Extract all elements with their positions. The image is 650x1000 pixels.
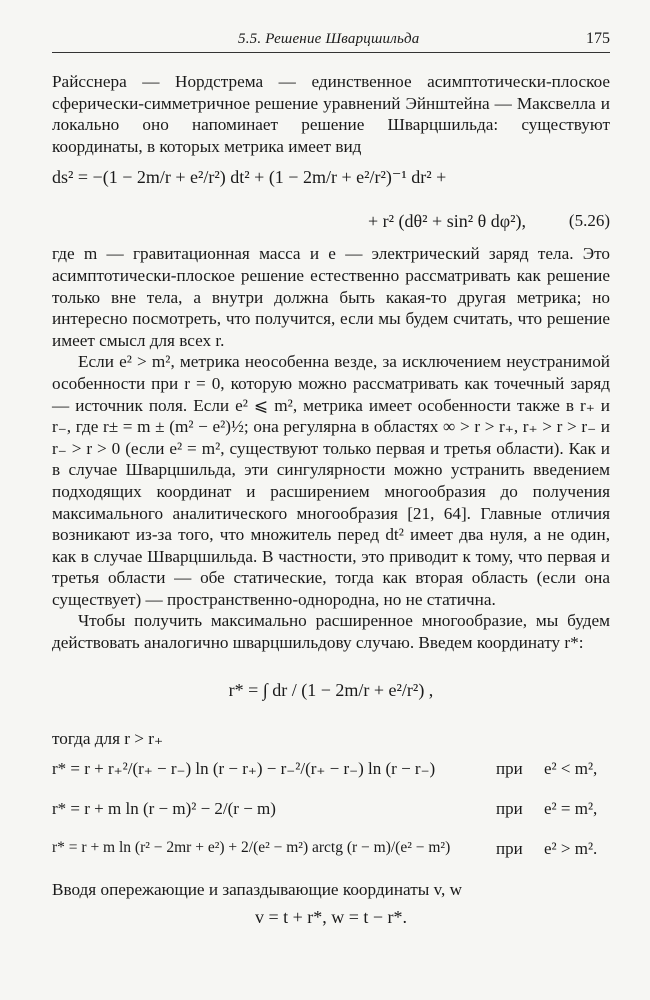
rstar-case-3-when: при bbox=[496, 839, 523, 859]
section-title: 5.5. Решение Шварцшильда bbox=[238, 31, 420, 47]
rstar-case-3-formula: r* = r + m ln (r² − 2mr + e²) + 2/(e² − m²) arctg (r − m)/(e² − m²) bbox=[52, 839, 451, 857]
rstar-case-1-formula: r* = r + r₊²/(r₊ − r₋) ln (r − r₊) − r₋²/(r₊ − r₋) ln (r − r₋) bbox=[52, 759, 436, 779]
rstar-case-1-condition: e² < m², bbox=[544, 759, 598, 779]
rstar-case-2 bbox=[52, 789, 610, 829]
page-number: 175 bbox=[586, 30, 610, 47]
paragraph-1: Райсснера — Нордстрема — единственное асимптотически-плоское сферически-симметричное решение уравнений Эйнштейна — Максвелла и локально оно напоминает решение Шварцшильда: существуют координаты, в которых метрика имеет вид bbox=[52, 72, 610, 156]
paragraph-5: тогда для r > r₊ bbox=[52, 728, 164, 748]
rstar-definition-equation: r* = ∫ dr / (1 − 2m/r + e²/r²) , bbox=[228, 679, 434, 700]
equation-5-26 bbox=[52, 163, 610, 239]
paragraph-2: где m — гравитационная масса и e — электрический заряд тела. Это асимптотически-плоское решение естественно рассматривать как решение только вне тела, а внутри должна быть какая-то другая метрика; но интересно посмотреть, что получится, если мы будем считать, что решение имеет смысл для всех r. bbox=[52, 244, 610, 350]
running-header bbox=[52, 0, 610, 53]
rstar-case-3-condition: e² > m². bbox=[544, 839, 598, 859]
rstar-case-1-when: при bbox=[496, 759, 523, 779]
equation-number: (5.26) bbox=[568, 211, 610, 231]
paragraph-3: Если e² > m², метрика неособенна везде, за исключением неустранимой особенности при r = 0, которую можно рассматривать как точечный заряд — источник поля. Если e² ⩽ m², метрика имеет особенности также в r₊ и r₋, где r± = m ± (m² − e²)½; она регулярна в областях ∞ > r > r₊, r₊ > r > r₋ и r₋ > r > 0 (если e² = m², существуют только первая и третья области). Как и в случае Шварцшильда, эти сингулярности можно устранить введением подходящих координат и расширением многообразия до получения максимального аналитического многообразия [21, 64]. Главные отличия возникают из-за того, что множитель перед dt² имеет два нуля, а не один, как в случае Шварцшильда. В частности, это приводит к тому, что первая и третья области — обе статические, тогда как вторая область (если она существует) — пространственно-однородна, но не статична. bbox=[52, 352, 610, 609]
rstar-case-2-formula: r* = r + m ln (r − m)² − 2/(r − m) bbox=[52, 799, 276, 819]
vw-coordinates-equation: v = t + r*, w = t − r*. bbox=[254, 906, 408, 927]
paragraph-6: Вводя опережающие и запаздывающие координаты v, w bbox=[52, 880, 463, 900]
rstar-case-2-when: при bbox=[496, 799, 523, 819]
rstar-case-1 bbox=[52, 749, 610, 789]
equation-5-26-line-2: + r² (dθ² + sin² θ dφ²), bbox=[368, 211, 527, 232]
paragraph-4: Чтобы получить максимально расширенное многообразие, мы будем действовать аналогично шварцшильдову случаю. Введем координату r*: bbox=[52, 611, 610, 653]
rstar-case-3 bbox=[52, 829, 610, 869]
equation-5-26-line-1: ds² = −(1 − 2m/r + e²/r²) dt² + (1 − 2m/r + e²/r²)⁻¹ dr² + bbox=[52, 167, 447, 188]
rstar-case-2-condition: e² = m², bbox=[544, 799, 598, 819]
